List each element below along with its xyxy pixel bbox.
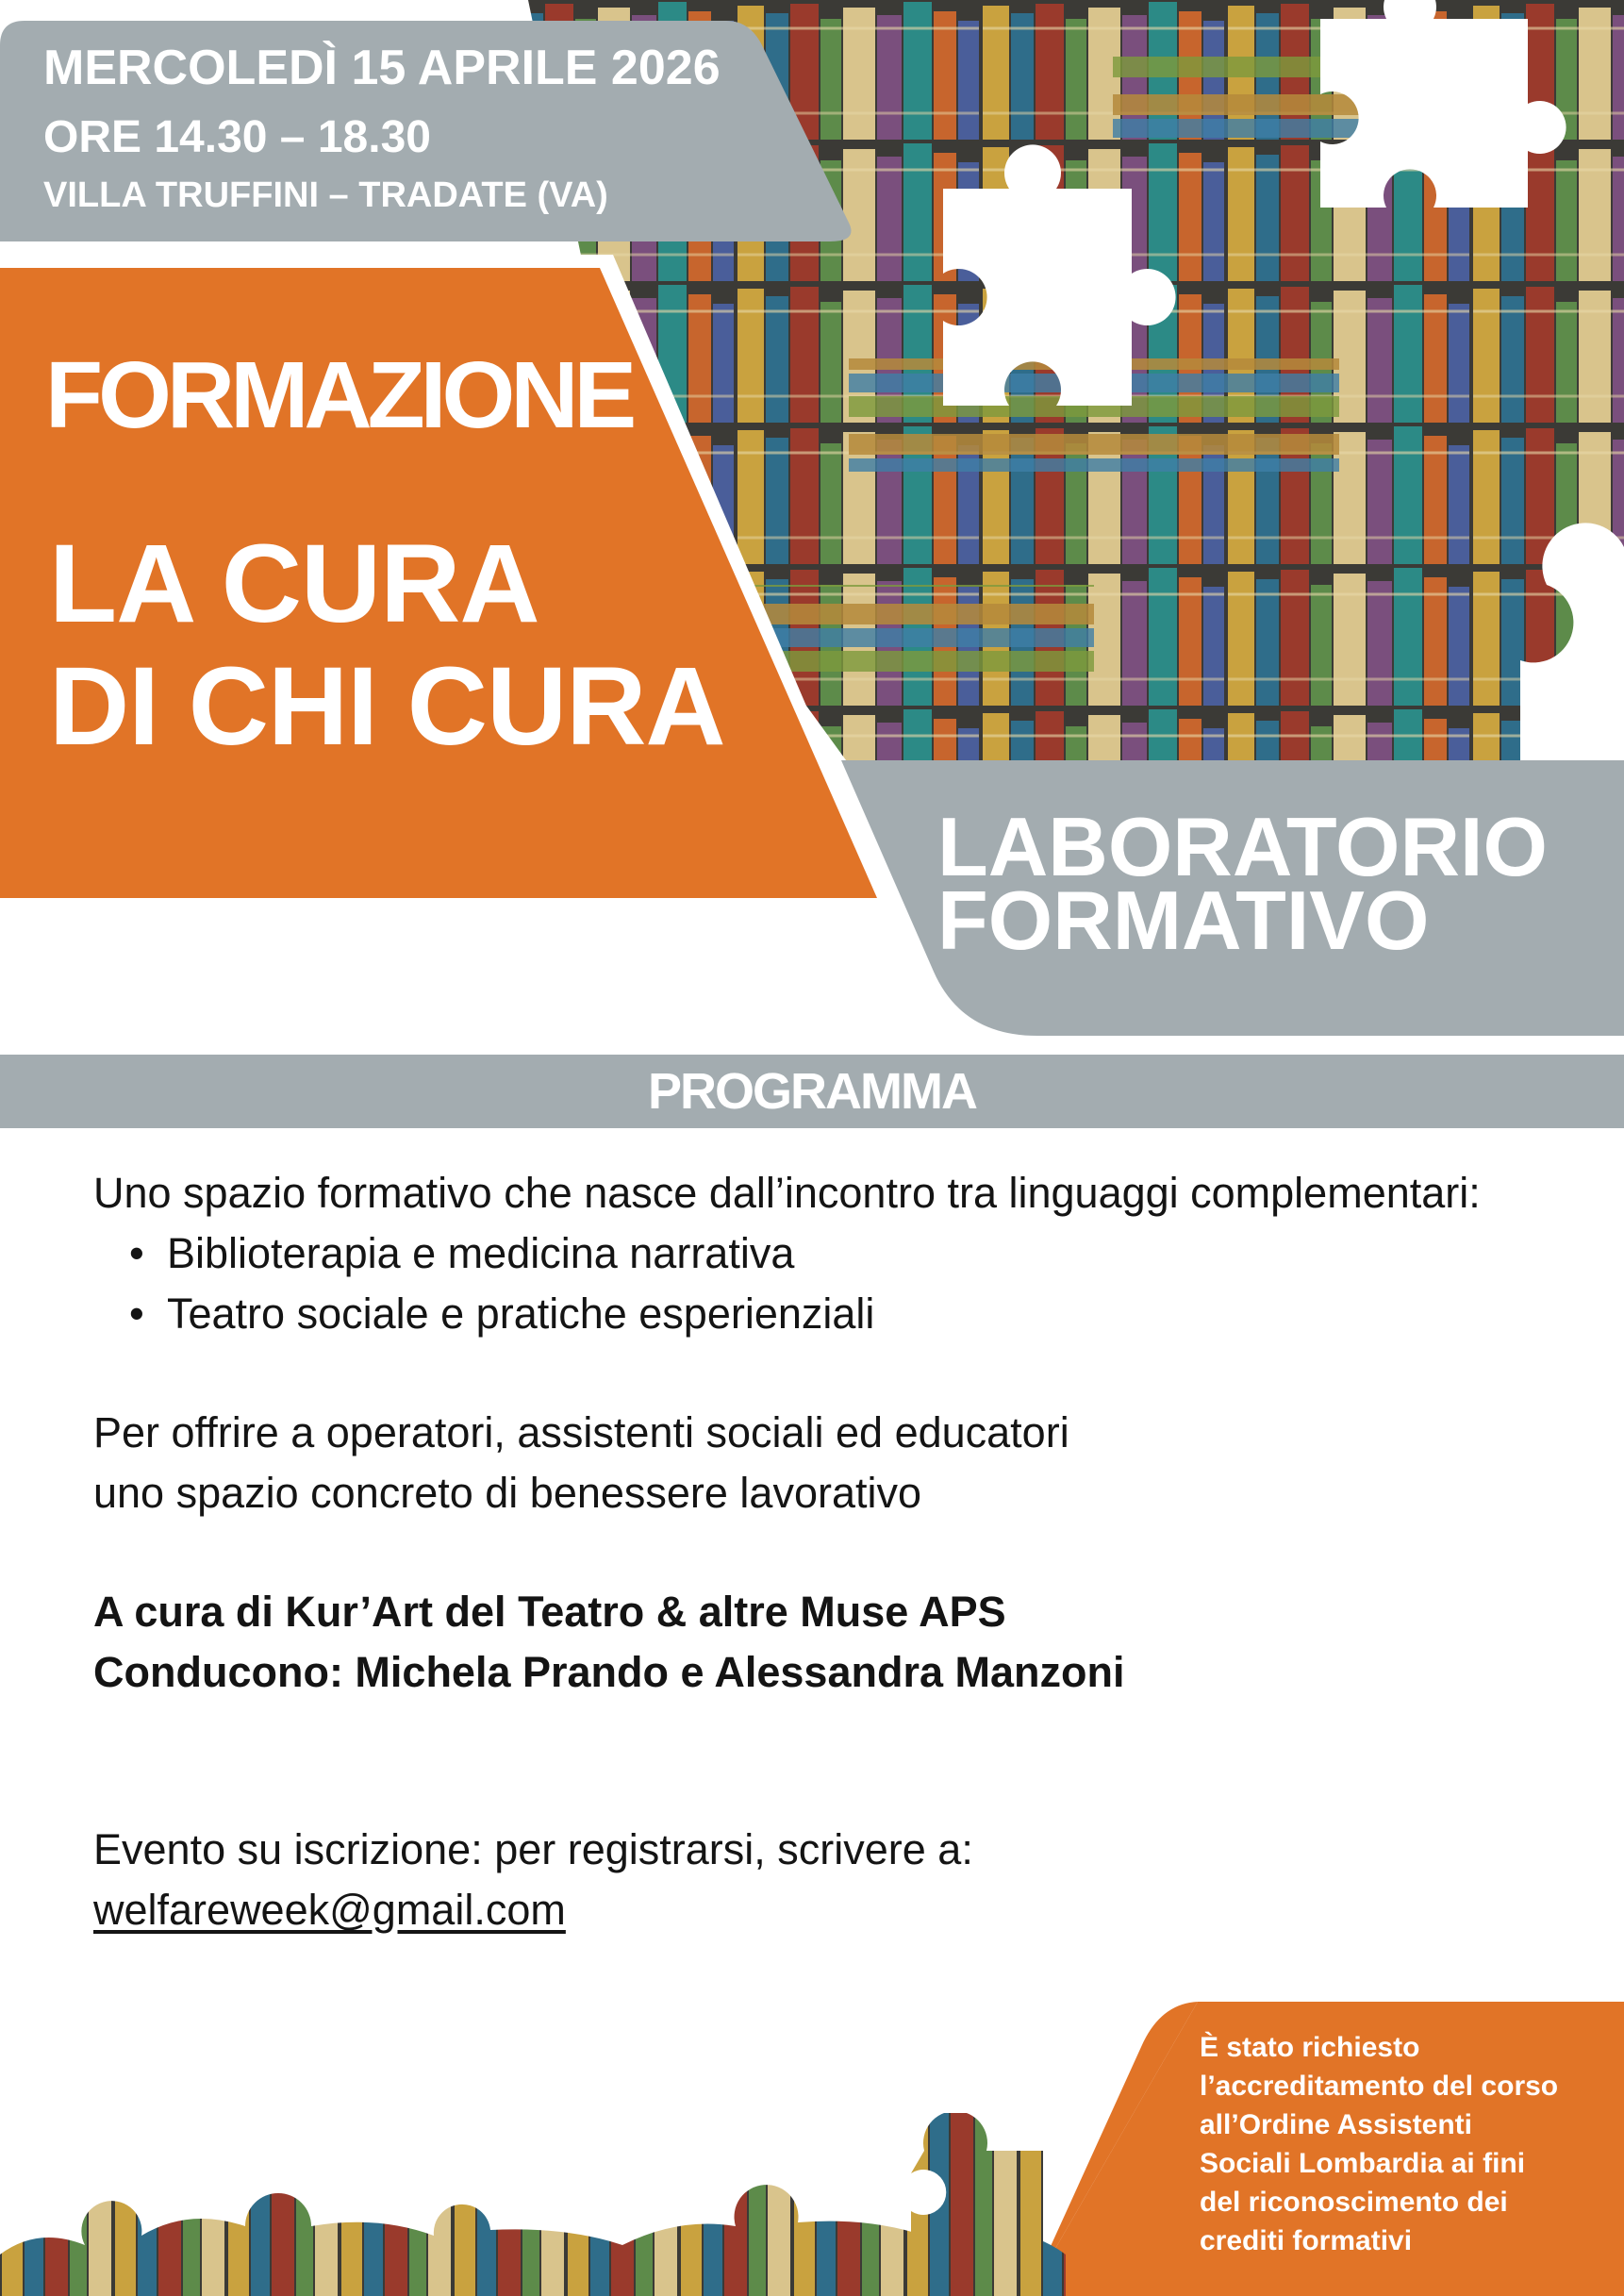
topic-label: Biblioterapia e medicina narrativa (167, 1229, 795, 1277)
spacer (93, 1703, 1533, 1761)
spacer (93, 1344, 1533, 1403)
topics-list (129, 1223, 1533, 1344)
list-item (129, 1284, 1533, 1344)
topic-label: Teatro sociale e pratiche esperienziali (167, 1289, 875, 1338)
purpose-line-1: Per offrire a operatori, assistenti sociali ed educatori (93, 1408, 1069, 1456)
organizer-line: A cura di Kur’Art del Teatro & altre Muse APS (93, 1588, 1006, 1636)
intro-paragraph: Uno spazio formativo che nasce dall’incontro tra linguaggi complementari: (93, 1169, 1481, 1217)
event-date: MERCOLEDÌ 15 APRILE 2026 (43, 41, 721, 95)
accreditation-line: È stato richiesto (1200, 2032, 1420, 2063)
subtitle-line-2: FORMATIVO (937, 873, 1430, 967)
event-time: ORE 14.30 – 18.30 (43, 112, 431, 162)
spacer (93, 1523, 1533, 1582)
accreditation-line: Sociali Lombardia ai fini (1200, 2148, 1526, 2179)
spacer (93, 1761, 1533, 1820)
purpose-line-2: uno spazio concreto di benessere lavorativo (93, 1469, 922, 1517)
email-link[interactable]: welfareweek@gmail.com (93, 1886, 566, 1934)
registration-text: Evento su iscrizione: per registrarsi, scrivere a: (93, 1825, 973, 1873)
hosts-line: Conducono: Michela Prando e Alessandra Manzoni (93, 1648, 1125, 1696)
subtitle-line-1: LABORATORIO (937, 800, 1548, 893)
accreditation-line: all’Ordine Assistenti (1200, 2109, 1472, 2140)
list-item (129, 1223, 1533, 1284)
accreditation-line: del riconoscimento dei (1200, 2187, 1508, 2218)
category-tag: FORMAZIONE (45, 342, 633, 448)
footer-artwork (0, 2113, 1066, 2296)
accreditation-line: l’accreditamento del corso (1200, 2071, 1559, 2102)
program-description (93, 1163, 1533, 1940)
event-venue: VILLA TRUFFINI – TRADATE (VA) (43, 175, 608, 215)
programma-heading: PROGRAMMA (648, 1063, 976, 1120)
programma-header-bar (0, 1055, 1624, 1128)
accreditation-note (1200, 2028, 1596, 2260)
main-title-line-1: LA CURA (49, 522, 539, 646)
main-title-line-2: DI CHI CURA (49, 644, 725, 769)
accreditation-line: crediti formativi (1200, 2225, 1413, 2256)
